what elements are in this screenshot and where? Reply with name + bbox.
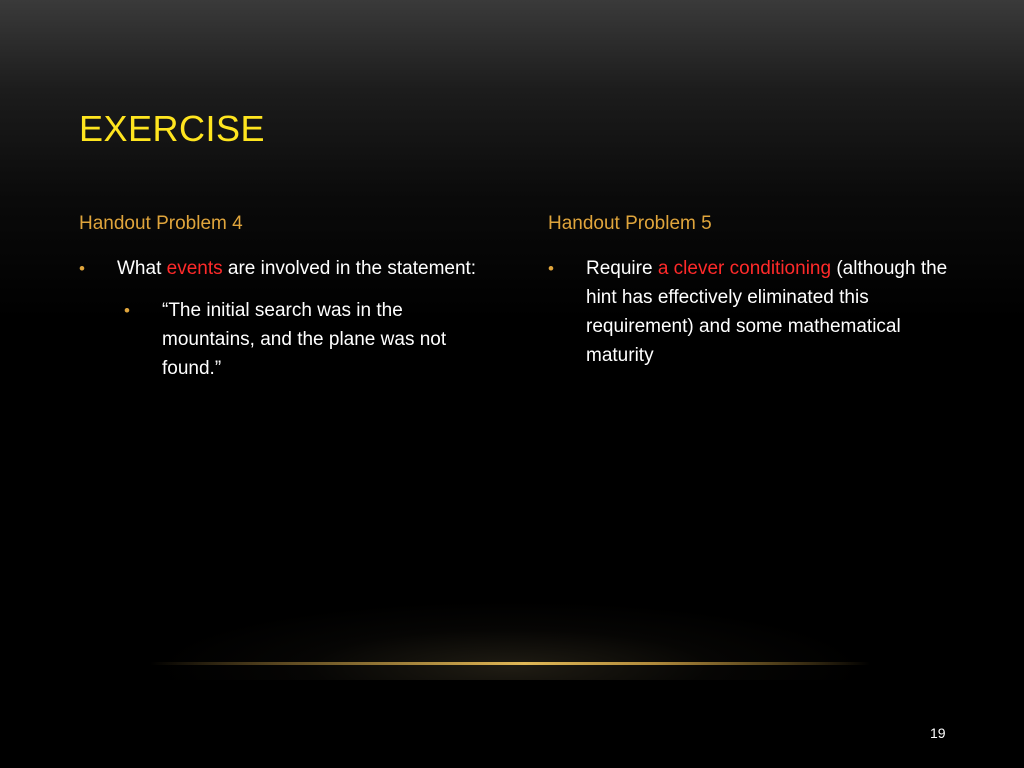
left-column bbox=[79, 210, 499, 396]
left-column-heading: Handout Problem 4 bbox=[79, 213, 243, 234]
gold-divider-line bbox=[150, 662, 870, 665]
left-sub-bullet-1-text: “The initial search was in the mountains, and the plane was not found.” bbox=[162, 300, 447, 379]
bottom-glow bbox=[150, 600, 870, 680]
left-bullet-1 bbox=[79, 254, 499, 283]
right-column-heading: Handout Problem 5 bbox=[548, 213, 712, 234]
left-bullet-1-highlight: events bbox=[166, 258, 223, 279]
left-bullet-1-text-after: are involved in the statement: bbox=[222, 258, 477, 279]
right-bullet-1-highlight: a clever conditioning bbox=[657, 258, 832, 279]
page-number: 19 bbox=[930, 725, 946, 741]
bullet-dot-icon: • bbox=[548, 259, 554, 278]
slide-title: EXERCISE bbox=[79, 108, 266, 149]
right-column bbox=[548, 210, 968, 383]
bullet-dot-icon: • bbox=[79, 259, 85, 278]
right-bullet-1-text-before: Require bbox=[586, 258, 658, 279]
left-sub-bullet-1 bbox=[124, 296, 499, 383]
left-bullet-1-text-before: What bbox=[117, 258, 167, 279]
right-bullet-1-text-after: (although the hint has effectively eliminated this requirement) and some mathematical maturity bbox=[586, 258, 948, 366]
bullet-dot-icon: • bbox=[124, 301, 130, 320]
right-bullet-1 bbox=[548, 254, 968, 370]
